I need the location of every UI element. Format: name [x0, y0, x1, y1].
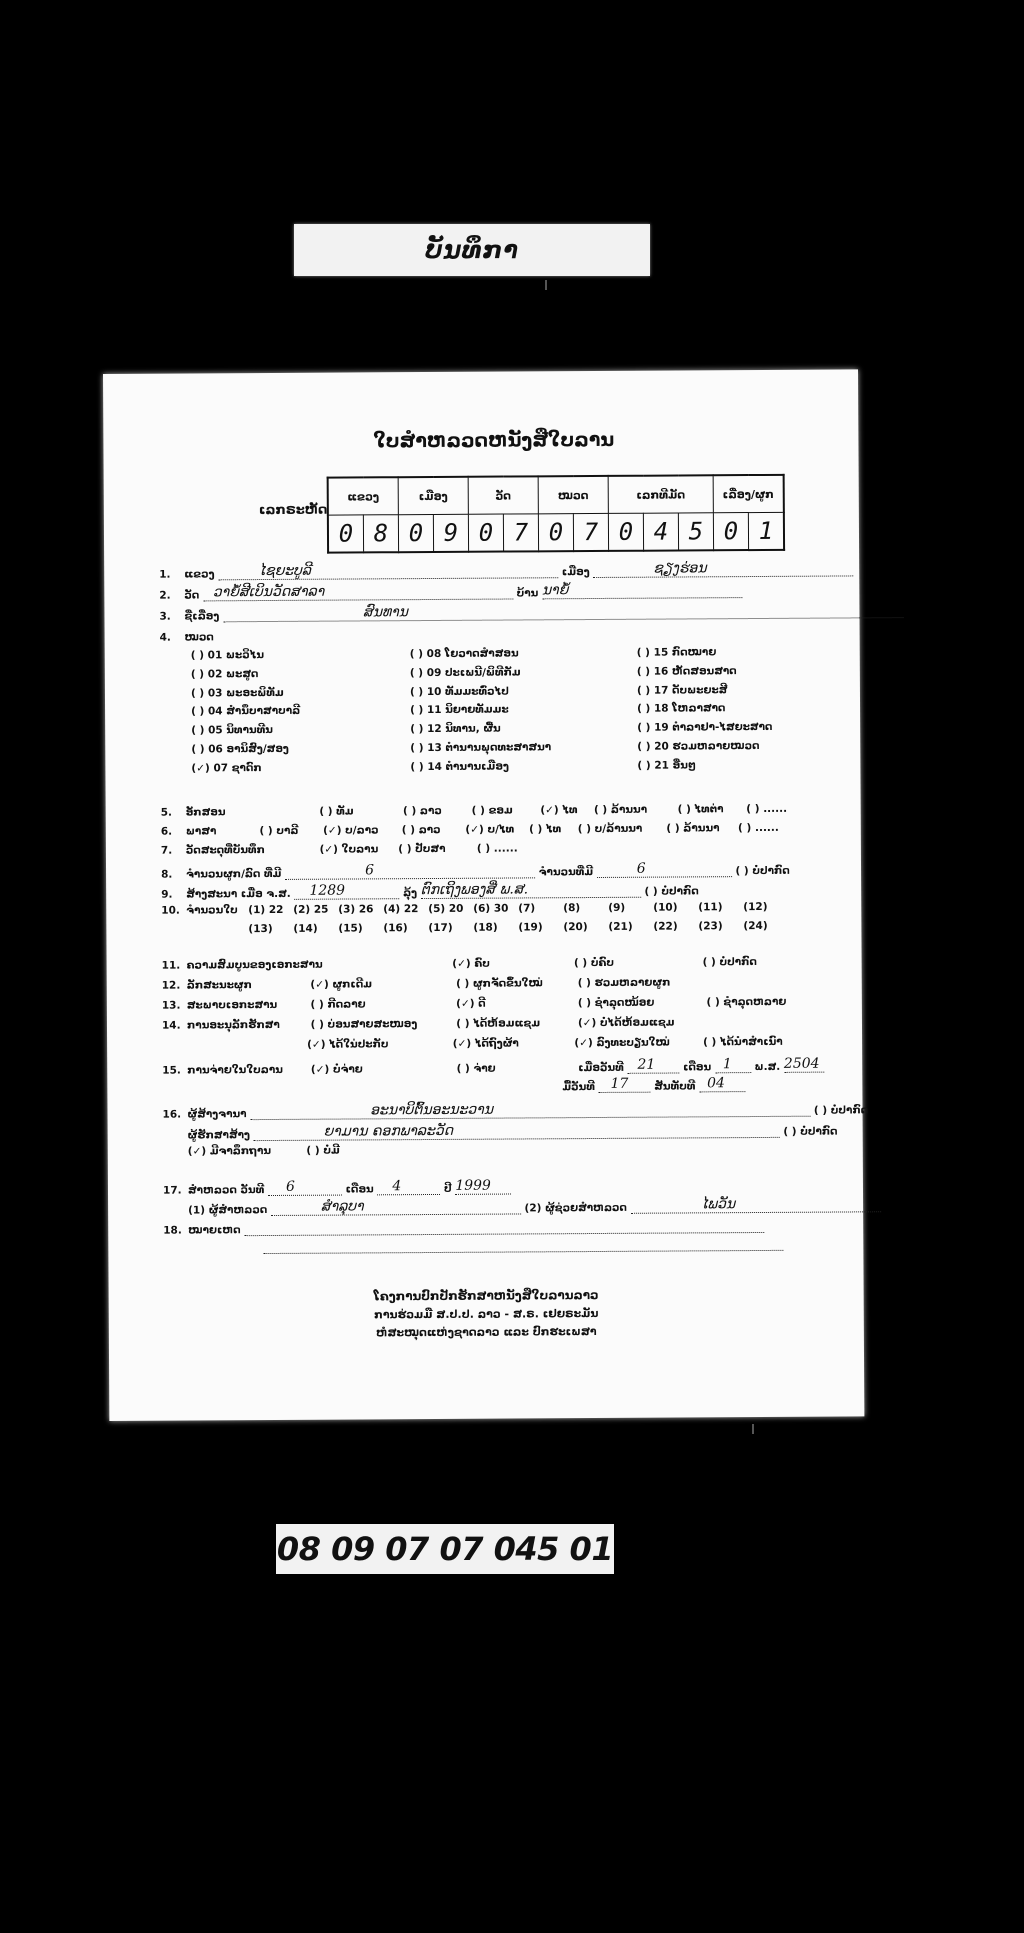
crop-mark — [752, 1424, 754, 1434]
field-created: 9. ສ້າງສະນາ ເມື່ອ ຈ.ສ. 1289 ລຸ້ງ ຕົກເຖິງພອງສີ່ ພ.ສ. ( ) ບໍ່ປາກົດ — [161, 881, 699, 901]
field-number: 1. — [159, 568, 171, 581]
donor-value: ອະນາບິຕົ້ນອະນະວານ — [250, 1100, 810, 1120]
category-option[interactable]: ( ) 09 ປະເພນີ/ພິທີກັມ — [409, 666, 521, 679]
field-label: ມື້ວັນທີ — [562, 1081, 595, 1094]
field-remarks: 18. ໝາຍເຫດ — [163, 1220, 764, 1237]
category-option[interactable]: ( ) 13 ຕຳນານພຸດທະສາສນາ — [410, 741, 552, 755]
option[interactable]: ( ) ລາວ — [402, 804, 442, 818]
leaf-count-cell: (22) — [653, 920, 678, 933]
year-value: 2504 — [784, 1056, 824, 1073]
leaf-count-cell: (10) — [653, 901, 678, 914]
option[interactable]: ( ) ຊຳລຸດໜ້ອຍ — [577, 996, 655, 1010]
field-title — [159, 601, 903, 623]
category-option[interactable]: ( ) 01 ພະວິໄນ — [190, 649, 265, 662]
field-conservation: 14. ການອະນຸລັກຮັກສາ ( ) ບ່ອນສາຍສະໜອງ ( ) ໄດ້ຫ້ອມແຊມ (✓) ບໍ່ໄດ້ຫ້ອມແຊມ — [161, 1016, 675, 1032]
field-label: ບ້ານ — [516, 587, 539, 600]
leaf-count-cell: (17) — [428, 921, 453, 935]
option[interactable]: ( ) ບ່ອນສາຍສະໜອງ — [310, 1018, 418, 1031]
option[interactable]: ( ) ບໍ່ປາກົດ — [644, 885, 699, 898]
field-conservation-row2 — [307, 1036, 783, 1051]
created-year-value: 1289 — [294, 882, 399, 900]
field-label: ຊື່ເລື່ອງ — [184, 610, 220, 623]
category-option[interactable]: ( ) 02 ພະສູດ — [190, 667, 259, 681]
option[interactable]: ( ) ຂອມ — [471, 804, 513, 817]
option[interactable]: ( ) ທັມ — [319, 805, 354, 818]
option[interactable]: (✓) ຄົບ — [452, 957, 490, 970]
register-code-table — [327, 474, 785, 554]
field-completeness: 11. ຄວາມສົມບູນຂອງເອກະສານ (✓) ຄົບ ( ) ບໍ່ຄົບ ( ) ບໍ່ປາກົດ — [161, 956, 757, 972]
temple-value: ວາຍໍ້ສີເບິນວັດສາລາ — [203, 583, 513, 602]
field-label: ສັນທັບທີ — [654, 1080, 696, 1093]
field-label: (2) ຜູ້ຊ່ວຍສຳຫລວດ — [524, 1201, 627, 1215]
leaf-count-cell: (15) — [338, 922, 363, 935]
option[interactable]: ( ) ລາວ — [401, 823, 441, 837]
category-option[interactable]: ( ) 12 ນິທານ, ຜື້ນ — [410, 722, 501, 736]
register-digit: 0 — [398, 514, 433, 552]
option[interactable]: ( ) ໄທຕ່າ — [677, 803, 724, 816]
option[interactable]: (✓) ໄທ — [540, 804, 578, 817]
field-label: ຈຳນວນຜູກ/ລົດ ທີ່ມີ — [186, 867, 282, 881]
field-label: ເມືອງ — [561, 566, 590, 579]
field-label: ການຈ່າຍໃນໃບລານ — [187, 1063, 283, 1077]
crop-mark — [545, 280, 547, 290]
leaf-count-cell: (9) — [608, 901, 626, 914]
field-label: ເດືອນ — [683, 1061, 712, 1074]
created-date-value: ຕົກເຖິງພອງສີ່ ພ.ສ. — [421, 881, 641, 899]
option[interactable]: (✓) ໃບລານ — [319, 843, 379, 856]
category-option[interactable]: ( ) 18 ໂຫລາສາດ — [637, 702, 726, 716]
leaf-count-cell: (3) 26 — [338, 903, 374, 916]
leaf-count-cell: (21) — [608, 920, 633, 933]
field-label: ໝວດ — [184, 631, 214, 644]
field-label: ຜູ້ຮັກສາສ້າງ — [187, 1129, 251, 1142]
option[interactable]: (✓) ບໍ່ຈ່າຍ — [310, 1063, 363, 1076]
leaf-count-cell: (12) — [743, 900, 768, 914]
leaf-count-cell: (19) — [518, 921, 543, 934]
register-header: ເລື່ອງ/ຜູກ — [713, 475, 784, 513]
option[interactable]: (✓) ດີ — [456, 997, 486, 1010]
option[interactable]: (✓) ບ/ໄທ — [465, 823, 515, 836]
field-material: 7. ວັດສະດຸທີ່ບັນທຶກ (✓) ໃບລານ ( ) ປັບສາ ( ) ...... — [160, 842, 518, 857]
leaf-count-cell: (7) — [518, 902, 536, 915]
day-value: 21 — [627, 1056, 679, 1073]
leaf-count-cell: (4) 22 — [383, 903, 419, 916]
register-digit: 1 — [748, 512, 784, 550]
option[interactable]: ( ) ບໍ່ປາກົດ — [783, 1125, 838, 1138]
field-number: 4. — [159, 631, 171, 644]
field-condition: 13. ສະພາບເອກະສານ ( ) ກີດລາຍ (✓) ດີ ( ) ຊຳລຸດໜ້ອຍ ( ) ຊຳລຸດຫລາຍ — [161, 995, 787, 1012]
fascicle-count-value: 6 — [285, 861, 535, 880]
register-digit: 0 — [468, 514, 503, 552]
leaf-count-cell: (24) — [743, 919, 768, 933]
register-header: ເມືອງ — [398, 477, 468, 515]
sequence-value: 04 — [699, 1075, 745, 1092]
leaf-count-cell: (8) — [563, 902, 581, 915]
field-label: ຄວາມສົມບູນຂອງເອກະສານ — [186, 958, 323, 972]
field-surveyors — [188, 1195, 881, 1216]
leaf-count-cell: (1) 22 — [248, 903, 284, 917]
category-option[interactable]: ( ) 05 ນິທານທີນ — [191, 724, 274, 737]
register-digit: 9 — [433, 514, 468, 552]
option[interactable]: ( ) ...... — [746, 802, 788, 816]
register-header: ແຂວງ — [328, 477, 399, 515]
month-value: 1 — [715, 1056, 751, 1073]
field-language: 6. ພາສາ ( ) ບາລີ (✓) ບ/ລາວ ( ) ລາວ (✓) ບ/ໄທ ( ) ໄທ ( ) ບ/ລ້ານນາ ( ) ລ້ານນາ ( ) ...... — [160, 821, 779, 838]
field-label: ຈຳນວນທີ່ມີ — [538, 866, 594, 879]
option[interactable]: ( ) ຮວມຫລາຍຜູກ — [577, 976, 671, 990]
option[interactable]: ( ) ...... — [476, 842, 518, 855]
field-label: ສະພາບເອກະສານ — [186, 998, 278, 1012]
leaf-count-cell: (20) — [563, 921, 588, 934]
option[interactable]: (✓) ຜູກເດີມ — [310, 978, 373, 991]
field-label: ວັດສະດຸທີ່ບັນທຶກ — [185, 844, 265, 857]
leaf-count-cell: (13) — [248, 922, 273, 936]
option[interactable]: ( ) ບໍ່ປາກົດ — [735, 864, 790, 878]
field-label: ສ້າງສະນາ ເມື່ອ ຈ.ສ. — [186, 887, 291, 901]
field-keeper — [188, 1121, 838, 1142]
option[interactable]: ( ) ລ້ານນາ — [666, 822, 720, 835]
leaf-count-cell: (2) 25 — [293, 903, 329, 916]
field-label: ເມື່ອວັນທີ — [578, 1061, 624, 1075]
register-header: ວັດ — [468, 476, 538, 514]
option[interactable]: ( ) ບໍ່ຄົບ — [573, 956, 615, 970]
field-temple — [159, 581, 742, 602]
category-option[interactable]: ( ) 17 ດັບພະຍະສີ — [636, 683, 728, 697]
manuscript-code-label: 08 09 07 07 045 01 — [276, 1524, 614, 1574]
field-number: 3. — [159, 610, 171, 623]
leaf-count-cell: (6) 30 — [473, 902, 509, 915]
field-label: ລຸ້ງ — [403, 887, 418, 900]
survey-month-value: 4 — [377, 1178, 440, 1195]
field-survey-date: 17. ສຳຫລວດ ວັນທີ 6 ເດືອນ 4 ປີ 1999 — [163, 1178, 511, 1197]
field-fascicle-count: 8. ຈຳນວນຜູກ/ລົດ ທີ່ມີ 6 ຈຳນວນທີ່ມີ 6 ( ) ບໍ່ປາກົດ — [161, 860, 790, 881]
option[interactable]: ( ) ລ້ານນາ — [593, 803, 648, 817]
footer-line: ໂຄງການປົກປັກຮັກສາຫນັງສືໃບລານລາວ — [373, 1287, 599, 1304]
category-option[interactable]: ( ) 16 ຫັດສອນສາດ — [636, 664, 737, 678]
category-option[interactable]: ( ) 11 ນິຍາຍທັມມະ — [410, 703, 509, 717]
category-option[interactable]: ( ) 19 ຕຳລາຢາ-ໄສຍະສາດ — [637, 721, 773, 734]
option[interactable]: ( ) ບໍ່ປາກົດ — [813, 1104, 869, 1117]
option[interactable]: (✓) ບ/ລາວ — [323, 824, 379, 837]
leaf-count-cell: (11) — [698, 901, 723, 914]
field-label: ປີ — [443, 1182, 452, 1195]
remarks-line — [263, 1238, 783, 1254]
option[interactable]: ( ) ຊຳລຸດຫລາຍ — [706, 995, 787, 1009]
field-distribution-date2 — [562, 1075, 745, 1093]
collection-label: ບັນທຶກາ — [294, 224, 650, 276]
register-digit: 8 — [363, 515, 398, 553]
register-digit: 0 — [538, 514, 573, 552]
field-number: 2. — [159, 589, 171, 602]
footer-line: ການຮ່ວມມື ສ.ປ.ປ. ລາວ - ສ.ຣ. ເຢຍຣະມັນ — [374, 1306, 599, 1322]
field-label: ໝາຍເຫດ — [188, 1224, 241, 1237]
field-label: ອັກສອນ — [185, 806, 226, 819]
category-option[interactable]: ( ) 08 ໂຍວາດສຳສອນ — [409, 647, 519, 661]
option[interactable]: ( ) ກີດລາຍ — [310, 998, 366, 1011]
register-digit: 0 — [328, 515, 364, 553]
option[interactable]: (✓) ມີຈາລຶກຖານ — [187, 1144, 272, 1158]
register-label: ເລກຣະຫັດ — [258, 502, 328, 519]
option[interactable]: ( ) ບໍ່ປາກົດ — [702, 956, 757, 969]
option[interactable]: (✓) ລົງທະບຽນໃໝ່ — [574, 1036, 670, 1050]
category-option[interactable]: ( ) 20 ຮວມຫລາຍໝວດ — [637, 739, 760, 753]
field-distribution: 15. ການຈ່າຍໃນໃບລານ (✓) ບໍ່ຈ່າຍ ( ) ຈ່າຍ ເມື່ອວັນທີ 21 ເດືອນ 1 ພ.ສ. 2504 — [162, 1056, 824, 1077]
leaf-count-cell: (16) — [383, 922, 408, 935]
survey-day-value: 6 — [268, 1179, 342, 1196]
category-option[interactable]: ( ) 14 ຕຳນານເມືອງ — [410, 760, 509, 773]
register-digit: 5 — [678, 513, 713, 551]
option[interactable]: ( ) ບໍ່ມີ — [306, 1144, 340, 1157]
category-option[interactable]: ( ) 03 ພະອະພິທັມ — [190, 686, 284, 700]
village-value: ນາຍໍ້ — [542, 581, 742, 599]
leaf-count-cell: (18) — [473, 921, 498, 934]
field-label: ພາສາ — [185, 825, 217, 838]
option[interactable]: ( ) ປັບສາ — [398, 842, 446, 856]
category-option[interactable]: ( ) 10 ທັມມະທົ່ວໄປ — [409, 685, 509, 698]
field-label: ແຂວງ — [184, 568, 215, 581]
field-label: ລັກສະນະຜູກ — [186, 979, 252, 992]
field-leaf-count-row2 — [248, 920, 788, 935]
field-label: ສຳຫລວດ ວັນທີ — [187, 1184, 265, 1197]
register-header: ເລກທີມັດ — [608, 475, 713, 513]
option[interactable]: ( ) ໄດ້ນຳສຳເນົາ — [703, 1035, 783, 1049]
option[interactable]: ( ) ບາລີ — [259, 824, 299, 838]
option[interactable]: ( ) ຈ່າຍ — [456, 1062, 496, 1075]
category-option[interactable]: ( ) 06 ອານິສົງ/ສອງ — [191, 742, 289, 756]
leaf-count-cell: (5) 20 — [428, 902, 464, 916]
weekday-value: 17 — [599, 1076, 651, 1093]
field-label: ຈຳນວນໃບ — [186, 904, 238, 917]
district-value: ຊຽງຮ່ອນ — [593, 559, 853, 578]
field-label: ການອະນຸລັກຮັກສາ — [186, 1018, 280, 1032]
count-value: 6 — [597, 860, 732, 878]
field-label: ພ.ສ. — [754, 1060, 781, 1074]
category-option[interactable]: (✓) 07 ຊາດົກ — [191, 761, 262, 775]
field-province — [159, 559, 853, 580]
field-category — [160, 631, 214, 643]
survey-form-sheet — [103, 369, 869, 1421]
field-label: ເດືອນ — [345, 1183, 374, 1196]
register-digit: 4 — [643, 513, 678, 551]
form-title: ໃບສຳຫລວດຫນັງສືໃບລານ — [373, 428, 615, 453]
field-leaf-count: 10. ຈຳນວນໃບ (1) 22 (2) 25 (3) 26 (4) 22 (5) 20 (6) 30 (7) (8) (9) (10) (11) (12) — [161, 901, 788, 917]
title-value: ສົນທານ — [223, 601, 903, 622]
surveyor-value: ສຳລຸບາ — [271, 1197, 521, 1216]
register-digit: 0 — [713, 513, 748, 551]
province-value: ໄຊຍະບູລີ — [218, 561, 558, 580]
category-option[interactable]: ( ) 21 ອື່ນໆ — [637, 759, 696, 772]
field-donor: 16. ຜູ້ສ້າງຈານາ ອະນາບິຕົ້ນອະນະວານ ( ) ບໍ່ປາກົດ — [162, 1101, 869, 1121]
category-option[interactable]: ( ) 04 ສຳນຶບາສາບາລີ — [191, 705, 301, 718]
register-digit: 7 — [573, 513, 608, 551]
footer-line: ຫໍສະໝຸດແຫ່ງຊາດລາວ ແລະ ປົກຮະເພສາ — [376, 1325, 597, 1340]
option[interactable]: ( ) ໄດ້ຫ້ອມແຊມ — [456, 1017, 541, 1030]
field-script: 5. ອັກສອນ ( ) ທັມ ( ) ລາວ ( ) ຂອມ (✓) ໄທ ( ) ລ້ານນາ ( ) ໄທຕ່າ ( ) ...... — [160, 802, 788, 819]
field-bundle: 12. ລັກສະນະຜູກ (✓) ຜູກເດີມ ( ) ຜູກຈັດຂຶ້ນໃໝ່ ( ) ຮວມຫລາຍຜູກ — [161, 976, 671, 992]
field-colophon — [188, 1145, 340, 1158]
option[interactable]: ( ) ໄທ — [529, 823, 562, 836]
assistant-value: ໄພວັນ — [631, 1195, 881, 1214]
option[interactable]: (✓) ບໍ່ໄດ້ຫ້ອມແຊມ — [577, 1016, 675, 1030]
option[interactable]: ( ) ຜູກຈັດຂຶ້ນໃໝ່ — [456, 977, 543, 990]
survey-year-value: 1999 — [455, 1178, 511, 1195]
register-digit: 0 — [608, 513, 643, 551]
field-label: ວັດ — [184, 589, 200, 602]
keeper-value: ຍາມານ ຄອກພາລະວັດ — [254, 1121, 780, 1141]
register-header: ໝວດ — [538, 476, 608, 514]
option[interactable]: ( ) ບ/ລ້ານນາ — [577, 822, 643, 836]
field-label: ຜູ້ສ້າງຈານາ — [187, 1108, 247, 1121]
leaf-count-cell: (14) — [293, 922, 318, 935]
category-option[interactable]: ( ) 15 ກົດໝາຍ — [636, 646, 717, 659]
register-digit: 7 — [503, 514, 538, 552]
option[interactable]: ( ) ...... — [737, 821, 779, 835]
option[interactable]: (✓) ໄດ້ຖົງຜ້າ — [452, 1037, 519, 1050]
leaf-count-cell: (23) — [698, 920, 723, 933]
field-label: (1) ຜູ້ສຳຫລວດ — [188, 1204, 268, 1217]
option[interactable]: (✓) ໄດ້ໃນ່ປະກັບ — [307, 1038, 389, 1051]
